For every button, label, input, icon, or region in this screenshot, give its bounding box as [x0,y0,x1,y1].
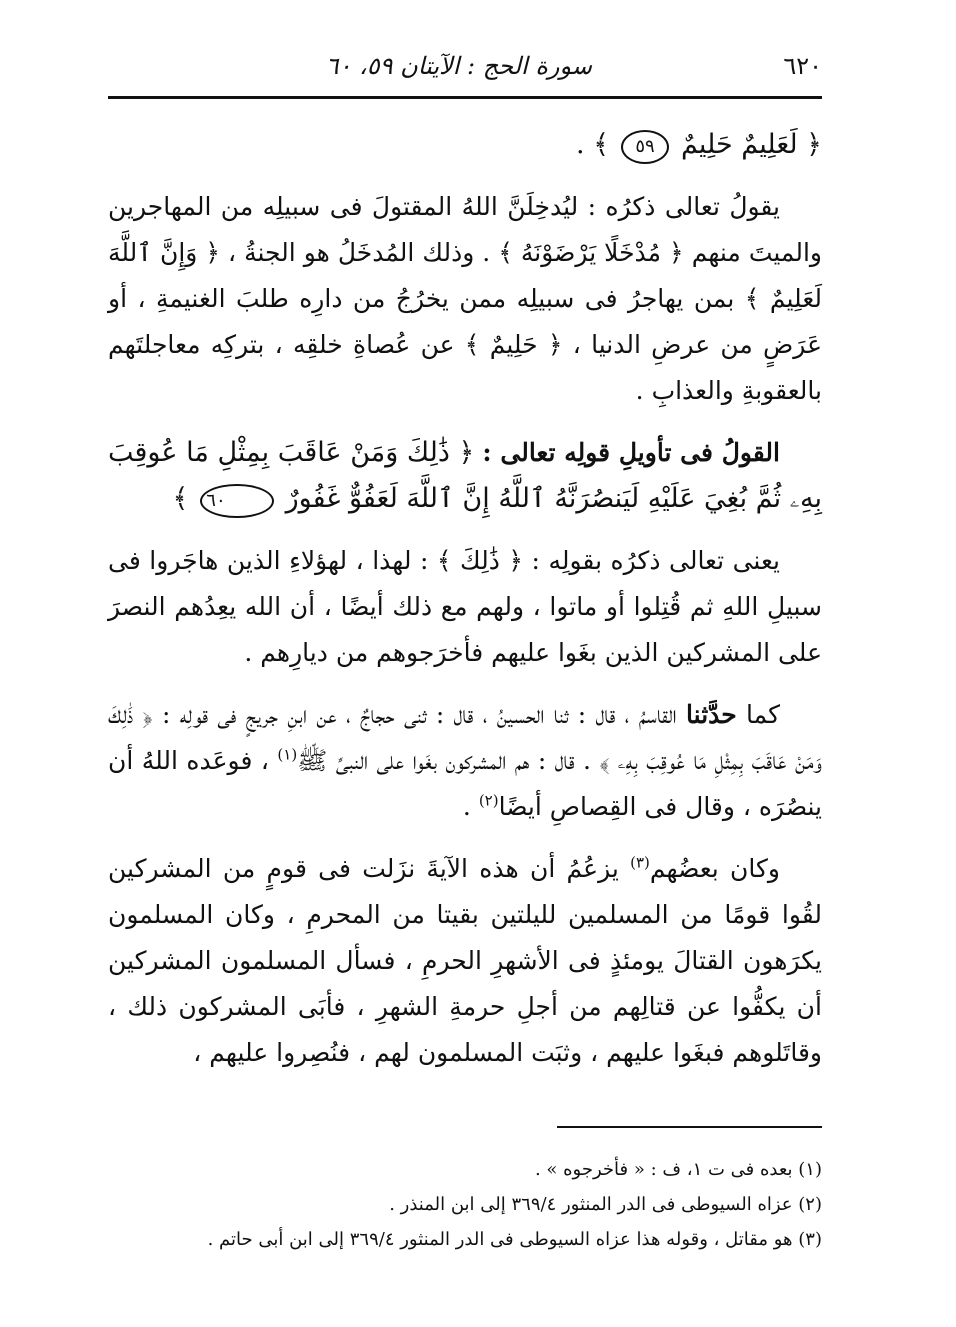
footnote-mark-2: (٢) [478,791,499,810]
footnote-3: (٣) هو مقاتل ، وقوله هذا عزاه السيوطى فى الدر المنثور ٣٦٩/٤ إلى ابن أبى حاتم . [207,1229,822,1250]
ayah-number-marker: ٦٠ [200,484,273,518]
main-text [108,122,822,1076]
ayah-number-marker: ٥٩ [621,130,669,164]
section-lead: القولُ فى تأويلِ قولِه تعالى : [482,438,780,467]
verse-59-ending [108,122,822,168]
footnote-divider [557,1126,822,1128]
text-segment: يزعُمُ أن هذه الآيةَ نزَلت فى قومٍ من المشركين لقُوا قومًا من المسلمين لليلتين بقيتا من المحرمِ ، وكان المسلمون يكرَهون القتالَ يومئذٍ فى الأشهرِ الحرمِ ، فسأل المسلمون المشركين أن يكفُّوا عن قتالِهم من أجلِ حرمةِ الشهرِ ، فأبَى المشركون ذلك ، وقاتَلوهم فبغَوا عليهم ، وثبَت المسلمون لهم ، فنُصِروا عليهم ، [108,854,822,1067]
commentary-paragraph-1: يقولُ تعالى ذكرُه : ليُدخِلَنَّ اللهُ المقتولَ فى سبيلِه من المهاجرين والميتَ منهم ﴿ مُدْخَلًا يَرْضَوْنَهُ ﴾ . وذلك المُدخَلُ هو الجنةُ ، ﴿ وَإِنَّ ٱللَّهَ لَعَلِيمٌ ﴾ بمن يهاجرُ فى سبيلِه ممن يخرُجُ من دارِه طلبَ الغنيمةِ ، أو عَرَضٍ من عرضِ الدنيا ، ﴿ حَلِيمٌ ﴾ عن عُصاةِ خلقِه ، بتركِه معاجلتَهم بالعقوبةِ والعذابِ . [108,192,822,405]
footnote-mark-1: (١) [277,745,298,764]
running-header [108,44,822,96]
narration-paragraph [108,692,822,830]
footnote-2: (٢) عزاه السيوطى فى الدر المنثور ٣٦٩/٤ إلى ابن المنذر . [389,1194,822,1215]
text-segment: . [462,792,471,821]
page-number: ٦٢٠ [783,52,822,80]
quran-quote: ﴿ ذَٰلِكَ وَمَنْ عَاقَبَ بِمِثْلِ مَا عُوقِبَ بِهِۦ ثُمَّ بُغِيَ عَلَيْهِ لَيَنصُرَنَّهُ ٱللَّهُ إِنَّ ٱللَّهَ لَعَفُوٌّ غَفُورٌ [108,437,822,514]
quran-quote: ﴿ لَعَلِيمٌ حَلِيمٌ [680,129,822,160]
text-segment: وكان بعضُهم [649,854,780,883]
footnote-1: (١) بعده فى ت ١، ف : « فأخرجوه » . [534,1159,822,1180]
surah-title: سورة الحج : الآيتان ٥٩، ٦٠ [325,52,592,80]
isnad-keyword: حدَّثنا [686,700,737,729]
footnotes [108,1152,822,1257]
quran-close: ﴾ . [576,129,610,160]
header-divider [108,96,822,99]
quran-close: ﴾ [172,483,189,514]
text-segment: القاسمُ ، قال : ثنا الحسينُ ، قال : ثنى حجاجٌ ، عن ابنِ جريجٍ فى قولِه : ﴿ ذَٰلِكَ وَمَنْ عَاقَبَ بِمِثْلِ مَا عُوقِبَ بِهِۦ ﴾ . قال : هم المشركون بغَوا على النبىِّ ﷺ [108,700,822,775]
text-segment: ، فوعَده اللهُ أن ينصُرَه ، وقال فى القِصاصِ أيضًا [108,746,822,821]
footnote-mark-3: (٣) [630,853,650,872]
text-segment: كما [746,700,780,729]
commentary-paragraph-3: يعنى تعالى ذكرُه بقولِه : ﴿ ذَٰلِكَ ﴾ : لهذا ، لهؤلاءِ الذين هاجَروا فى سبيلِ اللهِ ثم قُتِلوا أو ماتوا ، ولهم مع ذلك أيضًا ، أن الله يعِدُهم النصرَ على المشركين الذين بغَوا عليهم فأخرَجوهم من ديارِهم . [108,546,822,667]
verse-60-heading [108,430,822,522]
commentary-paragraph-5 [108,846,822,1076]
